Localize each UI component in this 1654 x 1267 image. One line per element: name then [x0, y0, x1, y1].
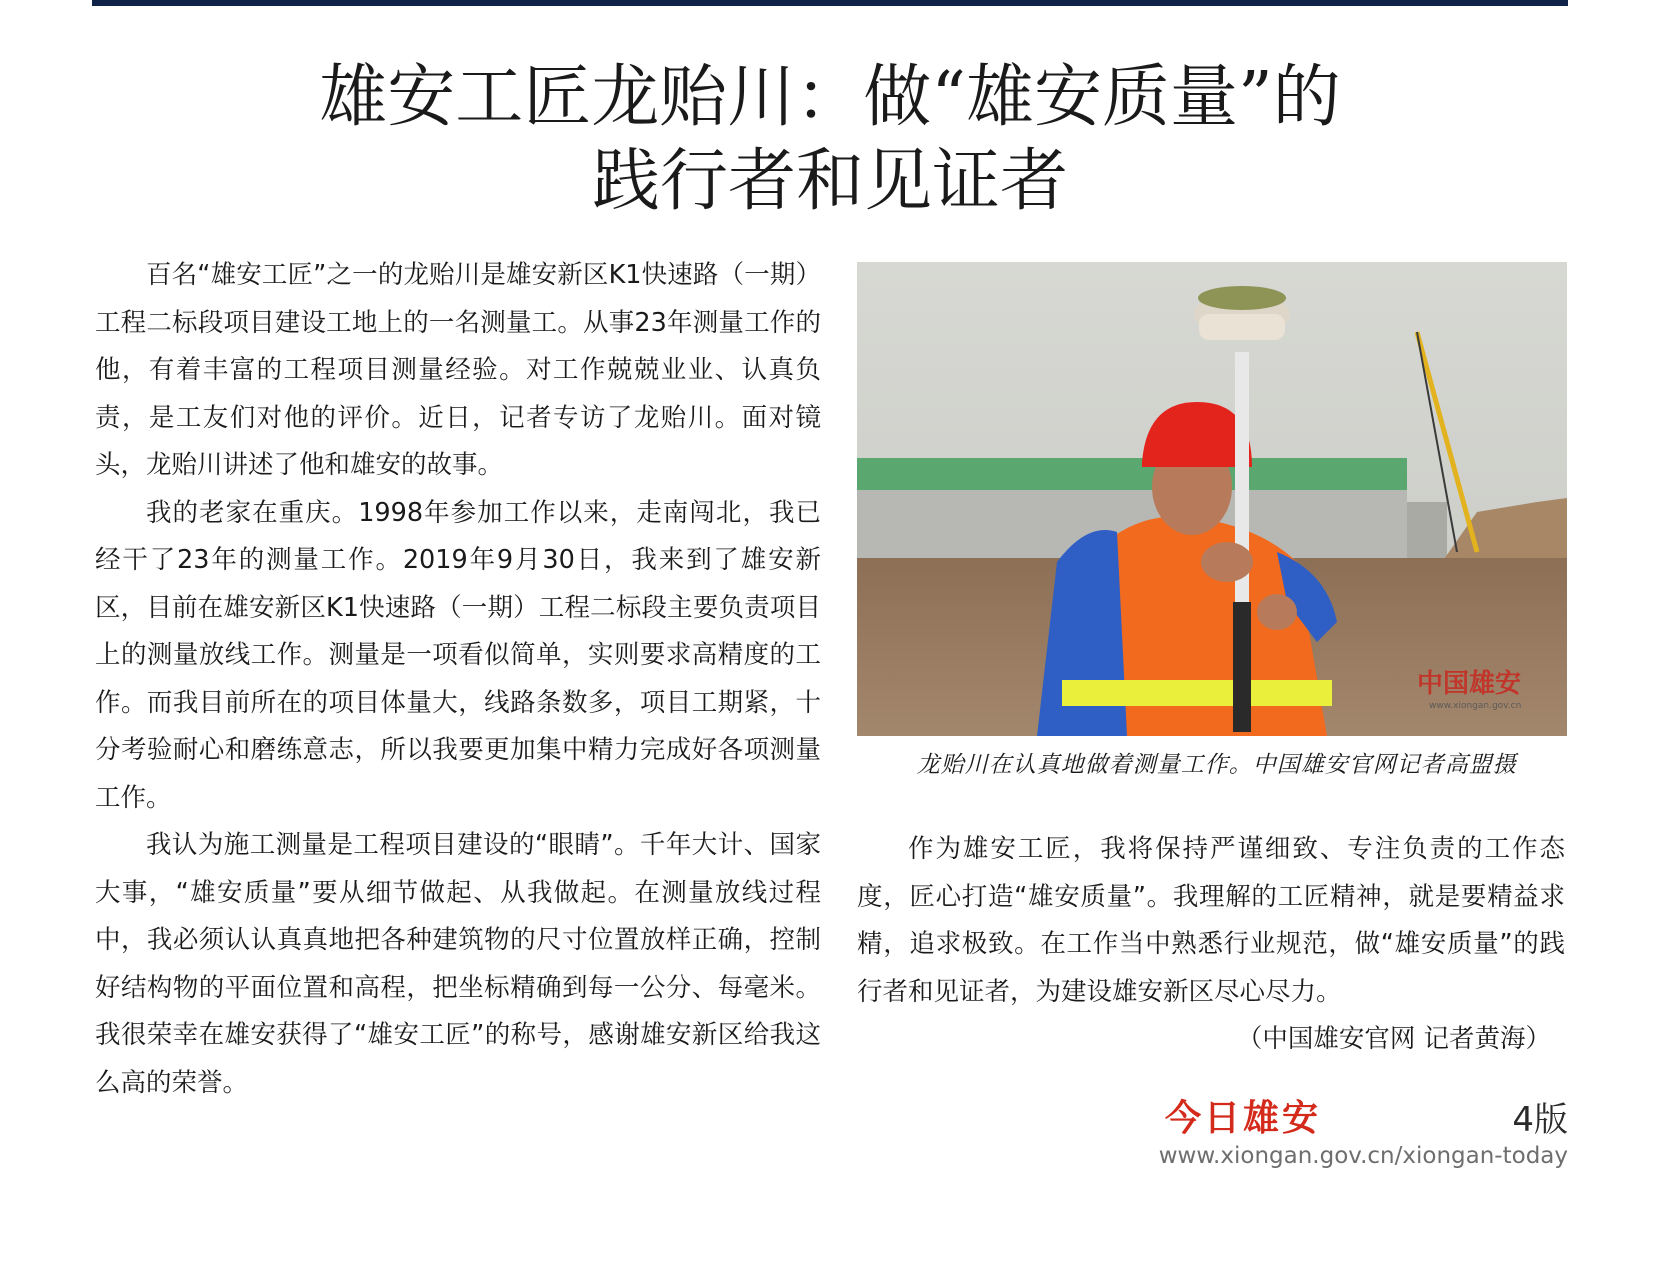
- footer-url[interactable]: www.xiongan.gov.cn/xiongan-today: [1158, 1143, 1568, 1169]
- headline-line-1: 雄安工匠龙贻川：做“雄安质量”的: [319, 58, 1341, 137]
- article-photo: [857, 262, 1567, 736]
- article-right-column: [857, 826, 1565, 1064]
- article-left-column: [95, 252, 821, 1107]
- top-rule: [92, 0, 1568, 6]
- article-paragraph: 我认为施工测量是工程项目建设的“眼睛”。千年大计、国家大事，“雄安质量”要从细节做起、从我做起。在测量放线过程中，我必须认认真真地把各种建筑物的尺寸位置放样正确，控制好结构物的平面位置和高程，把坐标精确到每一公分、每毫米。我很荣幸在雄安获得了“雄安工匠”的称号，感谢雄安新区给我这么高的荣誉。: [95, 830, 821, 1098]
- footer-page-number: 4版: [1512, 1100, 1568, 1140]
- headline: [92, 56, 1568, 224]
- article-paragraph: 作为雄安工匠，我将保持严谨细致、专注负责的工作态度，匠心打造“雄安质量”。我理解的工匠精神，就是要精益求精，追求极致。在工作当中熟悉行业规范，做“雄安质量”的践行者和见证者，为建设雄安新区尽心尽力。: [857, 834, 1565, 1007]
- photo-watermark: 中国雄安: [1417, 669, 1522, 699]
- headline-line-2: 践行者和见证者: [591, 142, 1068, 221]
- article-paragraph: 我的老家在重庆。1998年参加工作以来，走南闯北，我已经干了23年的测量工作。2019年9月30日，我来到了雄安新区，目前在雄安新区K1快速路（一期）工程二标段主要负责项目上的测量放线工作。测量是一项看似简单，实则要求高精度的工作。而我目前所在的项目体量大，线路条数多，项目工期紧，十分考验耐心和磨练意志，所以我要更加集中精力完成好各项测量工作。: [95, 497, 821, 813]
- article-byline: （中国雄安官网 记者黄海）: [1236, 1024, 1551, 1054]
- article-paragraph: 百名“雄安工匠”之一的龙贻川是雄安新区K1快速路（一期）工程二标段项目建设工地上的一名测量工。从事23年测量工作的他，有着丰富的工程项目测量经验。对工作兢兢业业、认真负责，是工友们对他的评价。近日，记者专访了龙贻川。面对镜头，龙贻川讲述了他和雄安的故事。: [95, 260, 821, 480]
- photo-caption: 龙贻川在认真地做着测量工作。中国雄安官网记者高盟摄: [916, 752, 1517, 778]
- photo-watermark-url: www.xiongan.gov.cn: [1429, 701, 1522, 711]
- footer-brand-logo: 今日雄安: [1165, 1097, 1322, 1139]
